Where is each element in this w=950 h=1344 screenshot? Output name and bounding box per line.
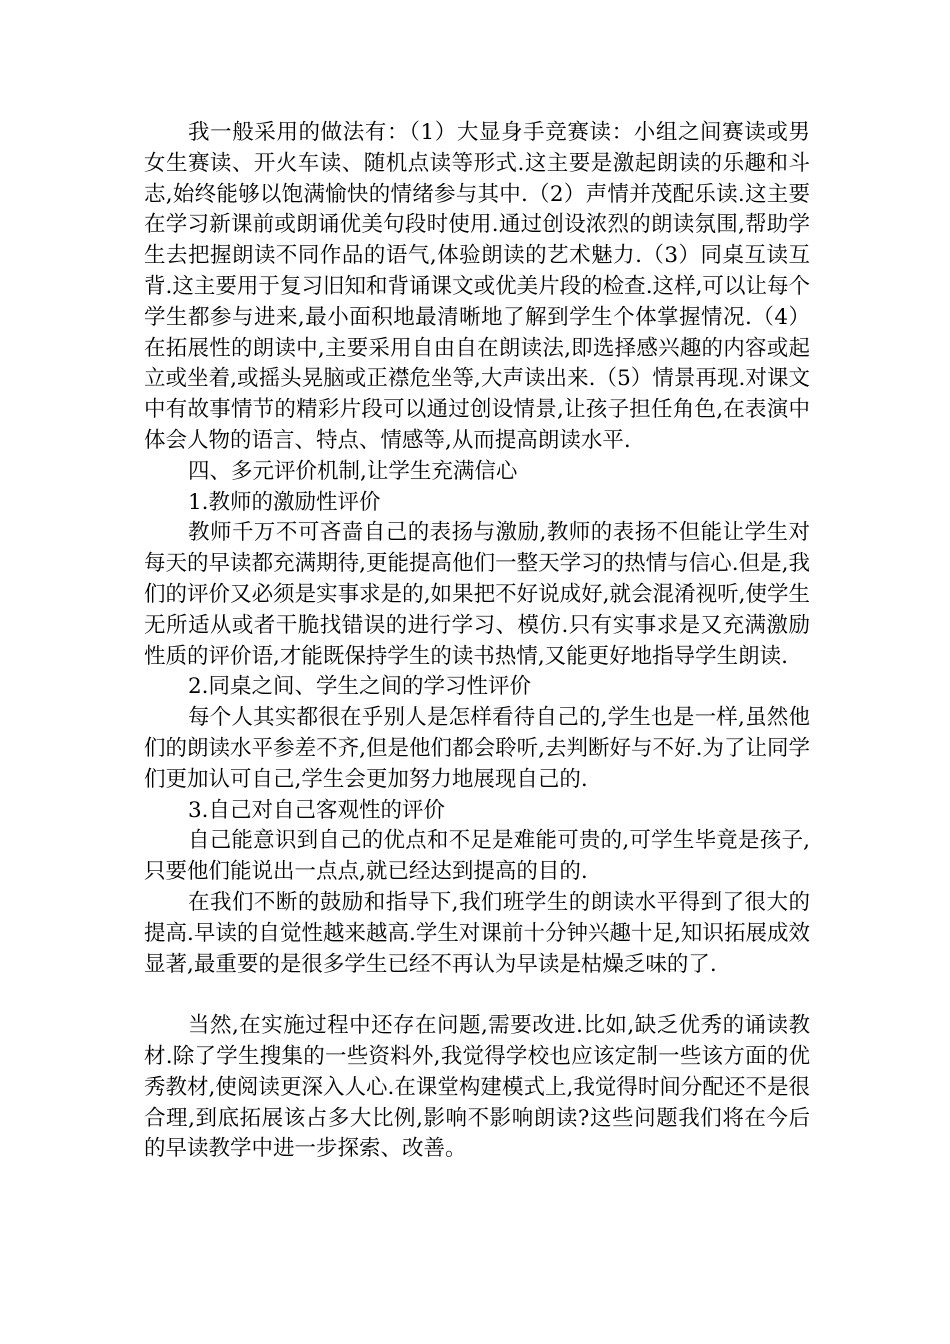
paragraph-self-evaluation: 自己能意识到自己的优点和不足是难能可贵的,可学生毕竟是孩子,只要他们能说出一点点,就已经达到提高的目的. bbox=[144, 828, 810, 885]
paragraph-problems: 当然,在实施过程中还存在问题,需要改进.比如,缺乏优秀的诵读教材.除了学生搜集的一些资料外,我觉得学校也应该定制一些该方面的优秀教材,使阅读更深入人心.在课堂构建模式上,我觉得时间分配还不是很合理,到底拓展该占多大比例,影响不影响朗读?这些问题我们将在今后的早读教学中进一步探索、改善。 bbox=[144, 1013, 810, 1162]
paragraph-peer-evaluation: 每个人其实都很在乎别人是怎样看待自己的,学生也是一样,虽然他们的朗读水平参差不齐,但是他们都会聆听,去判断好与不好.为了让同学们更加认可自己,学生会更加努力地展现自己的. bbox=[144, 705, 810, 792]
paragraph-results: 在我们不断的鼓励和指导下,我们班学生的朗读水平得到了很大的提高.早读的自觉性越来越高.学生对课前十分钟兴趣十足,知识拓展成效显著,最重要的是很多学生已经不再认为早读是枯燥乏味的了. bbox=[144, 889, 810, 977]
paragraph-reading-methods: 我一般采用的做法有：（1）大显身手竞赛读：小组之间赛读或男女生赛读、开火车读、随机点读等形式.这主要是激起朗读的乐趣和斗志,始终能够以饱满愉快的情绪参与其中.（2）声情并茂配乐读.这主要在学习新课前或朗诵优美句段时使用.通过创设浓烈的朗读氛围,帮助学生去把握朗读不同作品的语气,体验朗读的艺术魅力.（3）同桌互读互背.这主要用于复习旧知和背诵课文或优美片段的检查.这样,可以让每个学生都参与进来,最小面积地最清晰地了解到学生个体掌握情况.（4）在拓展性的朗读中,主要采用自由自在朗读法,即选择感兴趣的内容或起立或坐着,或摇头晃脑或正襟危坐等,大声读出来.（5）情景再现.对课文中有故事情节的精彩片段可以通过创设情景,让孩子担任角色,在表演中体会人物的语言、特点、情感等,从而提高朗读水平. bbox=[144, 120, 810, 453]
section-heading-evaluation: 四、多元评价机制,让学生充满信心 bbox=[188, 458, 518, 484]
paragraph-spacer bbox=[144, 980, 810, 1011]
subheading-peer-evaluation: 2.同桌之间、学生之间的学习性评价 bbox=[188, 674, 532, 700]
paragraph-teacher-evaluation: 教师千万不可吝啬自己的表扬与激励,教师的表扬不但能让学生对每天的早读都充满期待,更能提高他们一整天学习的热情与信心.但是,我们的评价又必须是实事求是的,如果把不好说成好,就会混淆视听,使学生无所适从或者干脆找错误的进行学习、模仿.只有实事求是又充满激励性质的评价语,才能既保持学生的读书热情,又能更好地指导学生朗读. bbox=[144, 520, 810, 669]
subheading-self-evaluation: 3.自己对自己客观性的评价 bbox=[188, 797, 446, 823]
document-body bbox=[144, 118, 810, 1165]
subheading-teacher-evaluation: 1.教师的激励性评价 bbox=[188, 489, 381, 515]
